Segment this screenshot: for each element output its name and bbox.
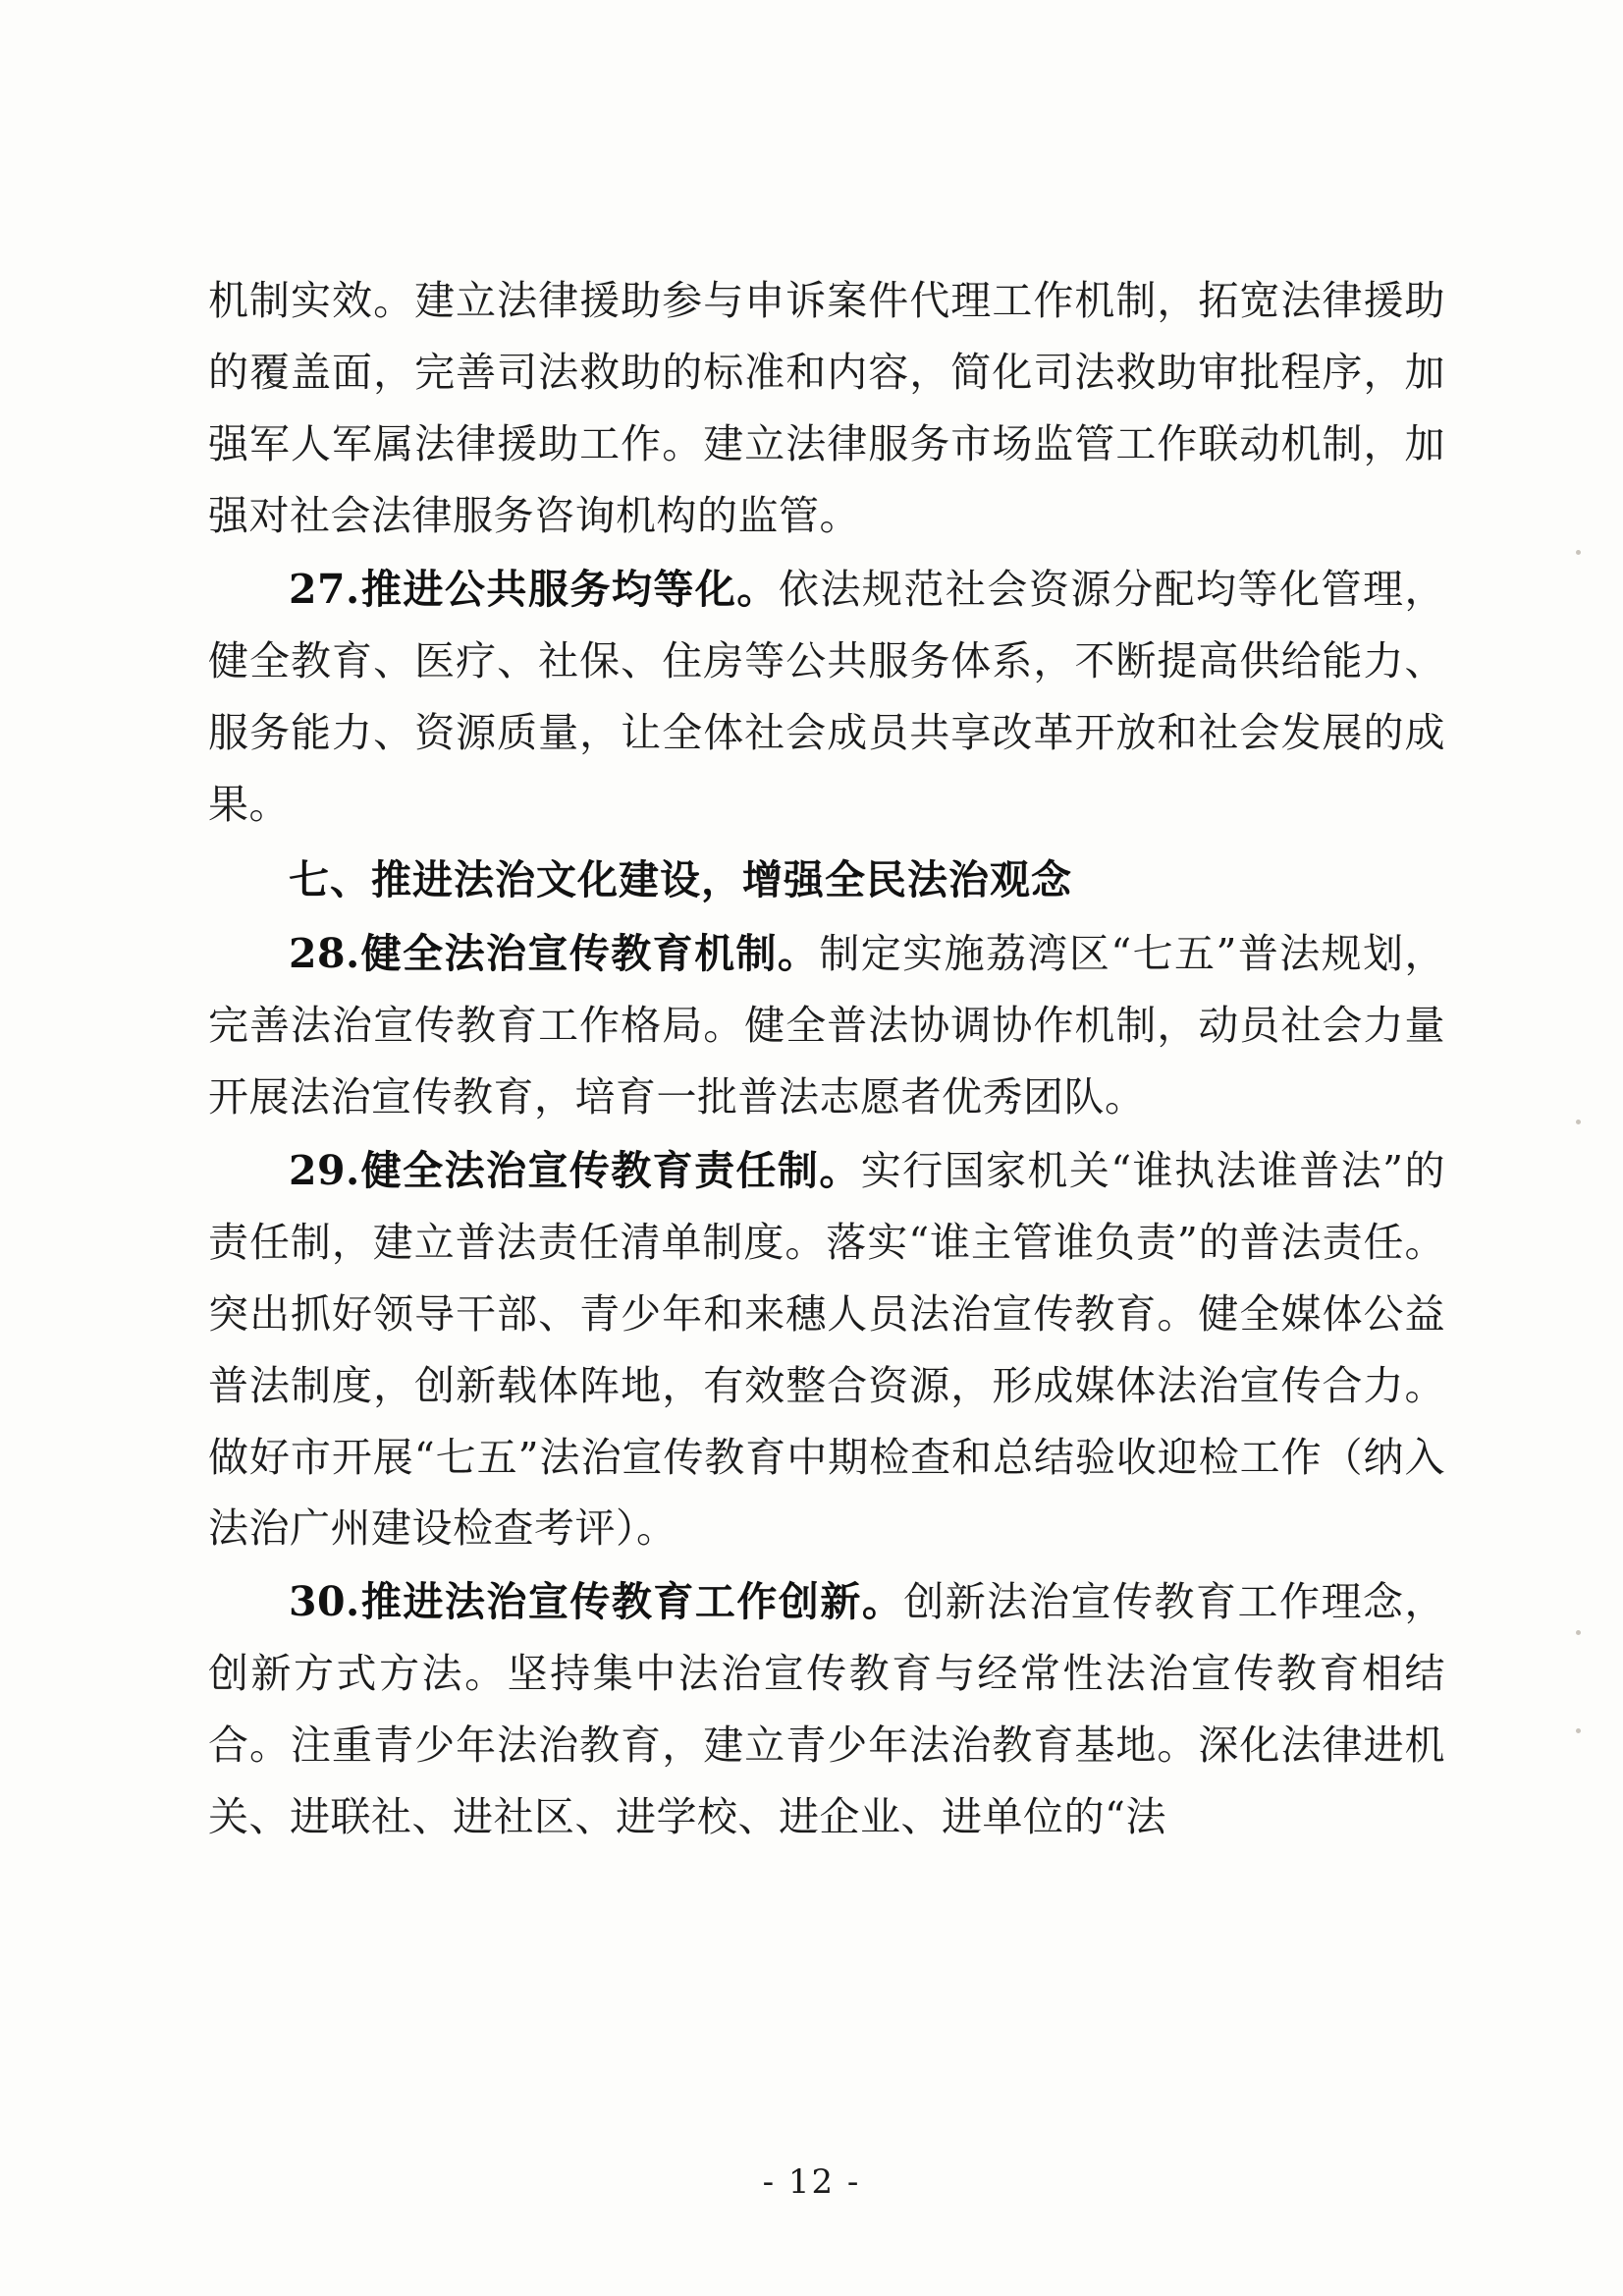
paragraph-continued xyxy=(208,265,1445,552)
paragraph-text-30: 创新法治宣传教育工作理念，创新方式方法。坚持集中法治宣传教育与经常性法治宣传教育相结合。注重青少年法治教育，建立青少年法治教育基地。深化法律进机关、进联社、进社区、进学校、进企业、进单位的“法 xyxy=(208,1578,1445,1841)
paragraph-item-29 xyxy=(208,1135,1445,1565)
paragraph-lead-27: 27.推进公共服务均等化。 xyxy=(289,565,779,613)
paragraph-lead-29: 29.健全法治宣传教育责任制。 xyxy=(289,1146,861,1194)
paragraph-item-30 xyxy=(208,1566,1445,1853)
paragraph-lead-30: 30.推进法治宣传教育工作创新。 xyxy=(289,1578,904,1626)
paragraph-text-28: 制定实施荔湾区“七五”普法规划，完善法治宣传教育工作格局。健全普法协调协作机制，动员社会力量开展法治宣传教育，培育一批普法志愿者优秀团队。 xyxy=(208,929,1445,1121)
paragraph-lead-28: 28.健全法治宣传教育机制。 xyxy=(289,929,820,977)
paragraph-item-27 xyxy=(208,554,1445,841)
paragraph-text-29: 实行国家机关“谁执法谁普法”的责任制，建立普法责任清单制度。落实“谁主管谁负责”的普法责任。突出抓好领导干部、青少年和来穗人员法治宣传教育。健全媒体公益普法制度，创新载体阵地，有效整合资源，形成媒体法治宣传合力。做好市开展“七五”法治宣传教育中期检查和总结验收迎检工作（纳入法治广州建设检查考评）。 xyxy=(208,1146,1445,1553)
paragraph-item-28 xyxy=(208,918,1445,1133)
paragraph-text-27: 依法规范社会资源分配均等化管理，健全教育、医疗、社保、住房等公共服务体系，不断提高供给能力、服务能力、资源质量，让全体社会成员共享改革开放和社会发展的成果。 xyxy=(208,565,1445,828)
page-edge-marks xyxy=(1576,0,1586,2296)
paragraph-text: 机制实效。建立法律援助参与申诉案件代理工作机制，拓宽法律援助的覆盖面，完善司法救助的标准和内容，简化司法救助审批程序，加强军人军属法律援助工作。建立法律服务市场监管工作联动机制，加强对社会法律服务咨询机构的监管。 xyxy=(208,277,1445,539)
page-footer xyxy=(0,2162,1623,2202)
page-number: - 12 - xyxy=(762,2162,861,2202)
section-heading-seven: 七、推进法治文化建设，增强全民法治观念 xyxy=(289,855,1072,903)
page-body xyxy=(208,265,1445,1855)
